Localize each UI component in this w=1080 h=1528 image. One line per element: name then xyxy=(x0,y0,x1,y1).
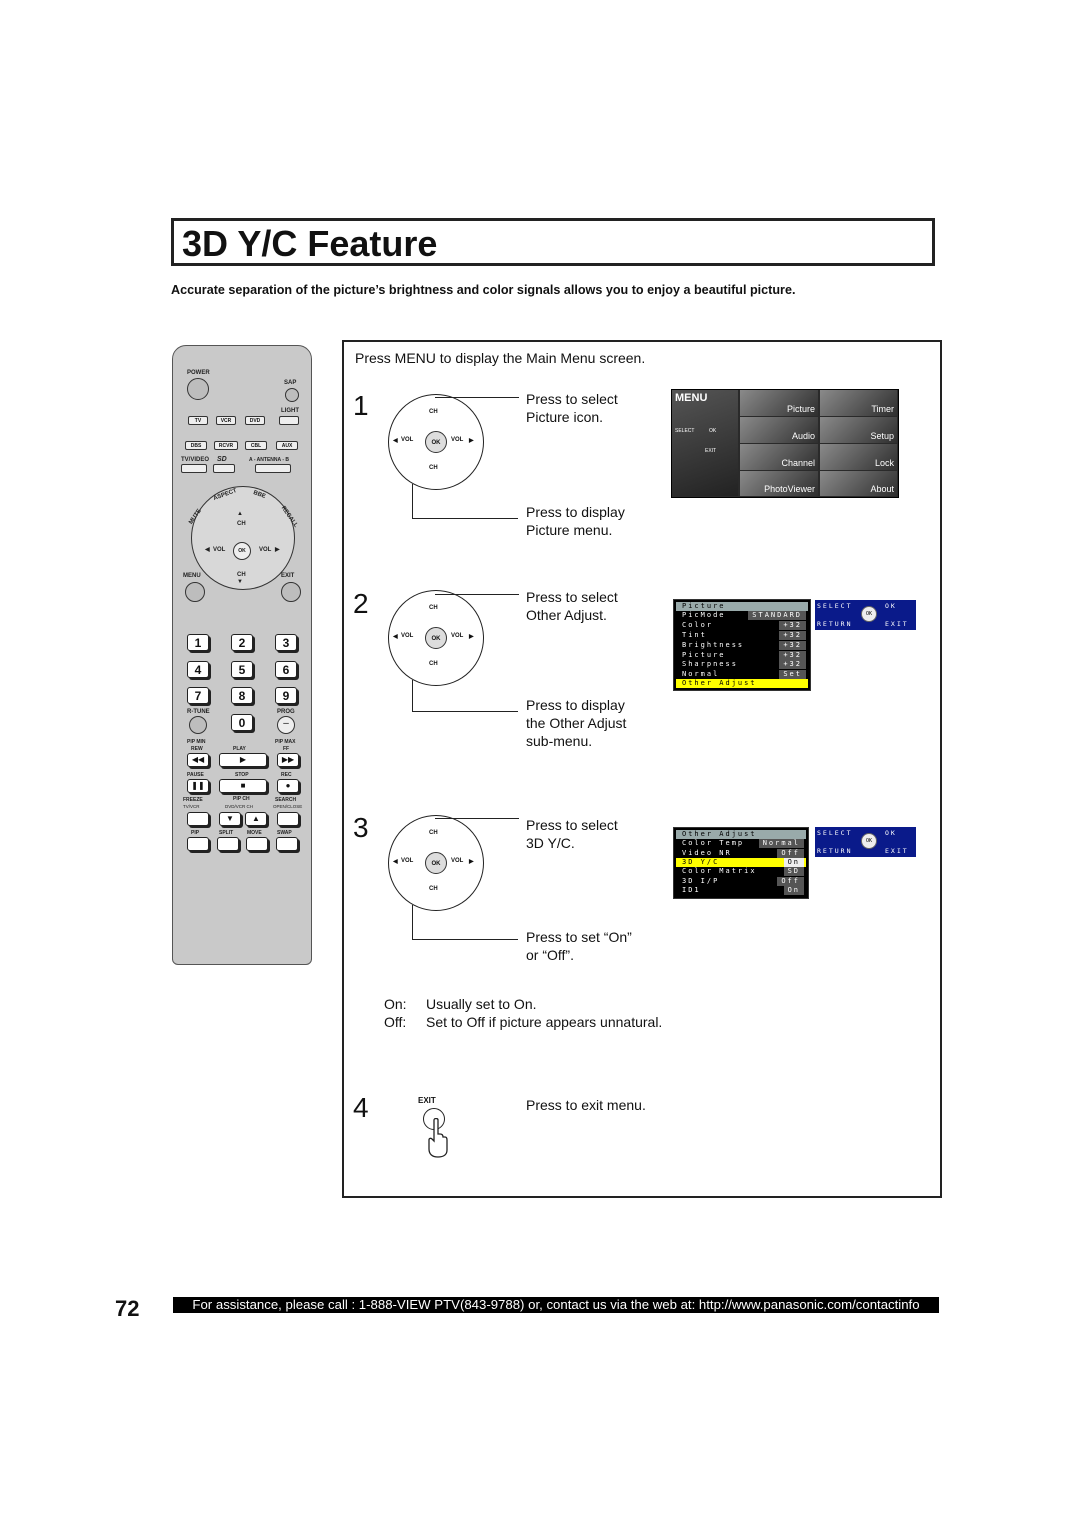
dvd-button[interactable]: DVD xyxy=(245,416,265,425)
osd-row-value: Set xyxy=(779,670,806,679)
vol-right-label: VOL xyxy=(259,547,272,553)
digit-4-button[interactable]: 4 xyxy=(187,661,209,678)
remote-control xyxy=(172,345,312,965)
vol-left-icon: ◀ xyxy=(393,859,398,865)
picture-menu-header: Picture xyxy=(676,602,808,611)
split-label: SPLIT xyxy=(219,830,234,836)
freeze-button[interactable] xyxy=(187,812,209,826)
menu-header-tile xyxy=(672,390,738,496)
rec-button[interactable]: ● xyxy=(277,779,299,793)
ch-label: CH xyxy=(429,886,438,892)
tv-button[interactable]: TV xyxy=(188,416,208,425)
step-2-confirm-3: sub-menu. xyxy=(526,733,593,749)
digit-6-button[interactable]: 6 xyxy=(275,661,297,678)
step-1-dial xyxy=(388,394,484,490)
rew-button[interactable]: ◀◀ xyxy=(187,753,209,767)
tvvideo-button[interactable] xyxy=(181,464,207,473)
digit-5-button[interactable]: 5 xyxy=(231,661,253,678)
osd-row-label: Sharpness xyxy=(682,660,738,668)
lock-tile[interactable]: Lock xyxy=(820,444,897,470)
pipmin-label: PIP MIN xyxy=(187,739,206,745)
option-on-key: On: xyxy=(384,996,407,1012)
split-button[interactable] xyxy=(217,837,239,851)
pip-button[interactable] xyxy=(187,837,209,851)
ff-button[interactable]: ▶▶ xyxy=(277,753,299,767)
osd-row[interactable] xyxy=(676,611,808,620)
power-label: POWER xyxy=(187,370,210,376)
osd-row-label: Picture xyxy=(682,651,726,659)
osd-row-selected[interactable] xyxy=(676,679,808,688)
vol-left-icon: ◀ xyxy=(393,438,398,444)
osd-row-value: +32 xyxy=(779,651,806,660)
page-title: 3D Y/C Feature xyxy=(182,223,438,264)
step-2-leader-v xyxy=(412,680,413,711)
vol-right-icon: ▶ xyxy=(469,438,474,444)
sd-logo: SD xyxy=(217,456,227,463)
play-label: PLAY xyxy=(233,746,246,752)
ch-up-icon[interactable]: ▲ xyxy=(237,511,243,517)
osd-row-value: On xyxy=(784,858,804,867)
hint-return: RETURN xyxy=(817,620,853,628)
osd-row[interactable] xyxy=(676,670,808,679)
ch-down-icon[interactable]: ▼ xyxy=(237,579,243,585)
rtune-button[interactable] xyxy=(189,716,207,734)
osd-row-value: SD xyxy=(784,867,804,876)
main-instruction: Press MENU to display the Main Menu screen. xyxy=(355,350,646,366)
step-2-leader xyxy=(435,594,519,595)
osd-row-label: PicMode xyxy=(682,611,726,619)
menu-label: MENU xyxy=(183,573,201,579)
move-label: MOVE xyxy=(247,830,262,836)
sap-label: SAP xyxy=(284,380,297,386)
step-3-select-2: 3D Y/C. xyxy=(526,835,575,851)
step-1-select-1: Press to select xyxy=(526,391,618,407)
osd-row[interactable] xyxy=(676,621,808,630)
main-menu-screen xyxy=(671,389,899,498)
timer-tile[interactable]: Timer xyxy=(820,390,897,416)
osd-row-value: Off xyxy=(777,849,804,858)
menu-button[interactable] xyxy=(185,582,205,602)
recall-label[interactable]: RECALL xyxy=(279,505,299,529)
rtune-label: R-TUNE xyxy=(187,709,210,715)
osd-row-value: Off xyxy=(777,877,804,886)
pause-button[interactable]: ❚❚ xyxy=(187,779,209,793)
hint-select: SELECT xyxy=(817,829,853,837)
pip-label: PIP xyxy=(191,830,200,836)
tvvideo-label: TV/VIDEO xyxy=(181,457,210,463)
hint-return: RETURN xyxy=(817,847,853,855)
power-button[interactable] xyxy=(187,378,209,400)
antenna-button[interactable] xyxy=(255,464,291,473)
step-1-confirm-2: Picture menu. xyxy=(526,522,613,538)
osd-row[interactable] xyxy=(676,631,808,640)
sap-button[interactable] xyxy=(285,388,299,402)
osd-row-value: +32 xyxy=(779,641,806,650)
ok-icon: OK xyxy=(861,833,877,849)
hint-exit: EXIT xyxy=(885,620,909,628)
menu-header: MENU xyxy=(675,392,708,404)
digit-3-button[interactable]: 3 xyxy=(275,634,297,651)
osd-row-label: ID1 xyxy=(682,886,701,894)
setup-tile[interactable]: Setup xyxy=(820,417,897,443)
option-off-desc: Set to Off if picture appears unnatural. xyxy=(426,1014,663,1030)
osd-row-label: Brightness xyxy=(682,641,745,649)
freeze-label: FREEZE xyxy=(183,797,203,803)
vol-label: VOL xyxy=(401,633,414,639)
osd-row[interactable] xyxy=(676,849,806,858)
search-label: SEARCH xyxy=(275,797,297,803)
digit-9-button[interactable]: 9 xyxy=(275,687,297,704)
osd-row[interactable] xyxy=(676,660,808,669)
vcr-button[interactable]: VCR xyxy=(216,416,236,425)
aux-button[interactable]: AUX xyxy=(276,441,298,450)
vol-right-icon: ▶ xyxy=(469,634,474,640)
osd-row-label: Color xyxy=(682,621,714,629)
option-on-desc: Usually set to On. xyxy=(426,996,537,1012)
step-3-leader-h xyxy=(412,939,518,940)
ok-icon: OK xyxy=(861,606,877,622)
picture-menu-osd xyxy=(673,599,811,691)
osd-row[interactable] xyxy=(676,839,806,848)
step-3-dial xyxy=(388,815,484,911)
swap-label: SWAP xyxy=(277,830,292,836)
hint-ok: OK xyxy=(885,829,897,837)
step-2-select-2: Other Adjust. xyxy=(526,607,607,623)
osd-row[interactable] xyxy=(676,867,806,876)
osd-row-label: Other Adjust xyxy=(682,679,757,687)
ff-label: FF xyxy=(283,746,290,752)
step-2-number: 2 xyxy=(353,588,369,619)
option-off-key: Off: xyxy=(384,1014,407,1030)
mute-label[interactable]: MUTE xyxy=(188,508,203,526)
step-3-select-1: Press to select xyxy=(526,817,618,833)
ch-label: CH xyxy=(429,409,438,415)
bbe-label[interactable]: BBE xyxy=(252,490,267,500)
pipch-up-button[interactable]: ▲ xyxy=(245,812,267,826)
osd-row-value: +32 xyxy=(779,631,806,640)
digit-8-button[interactable]: 8 xyxy=(231,687,253,704)
digit-2-button[interactable]: 2 xyxy=(231,634,253,651)
stop-button[interactable]: ■ xyxy=(219,779,267,793)
osd-row-value: Normal xyxy=(759,839,804,848)
digit-0-button[interactable]: 0 xyxy=(231,714,253,731)
exit-label: EXIT xyxy=(281,573,295,579)
hint-exit: EXIT xyxy=(885,847,909,855)
step-1-leader-h xyxy=(412,518,518,519)
move-button[interactable] xyxy=(246,837,268,851)
hint-box-2 xyxy=(815,827,916,857)
osd-row-label: Video NR xyxy=(682,849,732,857)
hint-select: SELECT xyxy=(817,602,853,610)
ok-button[interactable]: OK xyxy=(233,542,251,560)
stop-label: STOP xyxy=(235,772,249,778)
step-3-leader-v xyxy=(412,905,413,939)
pipch-label: PIP CH xyxy=(233,796,250,802)
pipch-down-button[interactable]: ▼ xyxy=(219,812,241,826)
picture-tile[interactable]: Picture xyxy=(740,390,818,416)
step-1-leader xyxy=(435,397,519,398)
ch-label: CH xyxy=(429,661,438,667)
osd-row-label: 3D Y/C xyxy=(682,858,720,866)
digit-1-button[interactable]: 1 xyxy=(187,634,209,651)
osd-row-label: 3D I/P xyxy=(682,877,720,885)
vol-label: VOL xyxy=(401,437,414,443)
tvvcr-label: TV/VCR xyxy=(183,804,200,809)
page-number: 72 xyxy=(115,1296,140,1321)
vol-down-icon[interactable]: ◀ xyxy=(205,547,210,553)
vol-left-icon: ◀ xyxy=(393,634,398,640)
step-1-leader-v xyxy=(412,484,413,518)
step-4-text: Press to exit menu. xyxy=(526,1097,646,1113)
play-button[interactable]: ▶ xyxy=(219,753,267,767)
dbs-button[interactable]: DBS xyxy=(185,441,207,450)
prog-button[interactable]: – xyxy=(277,716,295,734)
vol-label: VOL xyxy=(451,437,464,443)
osd-row-value: +32 xyxy=(779,660,806,669)
vol-label: VOL xyxy=(401,858,414,864)
menu-select-label: SELECT xyxy=(675,428,695,434)
step-2-confirm-2: the Other Adjust xyxy=(526,715,627,731)
exit-label: EXIT xyxy=(418,1096,436,1105)
rec-label: REC xyxy=(281,772,292,778)
step-1-number: 1 xyxy=(353,390,369,421)
other-adjust-osd xyxy=(673,827,809,899)
step-3-number: 3 xyxy=(353,812,369,843)
channel-tile[interactable]: Channel xyxy=(740,444,818,470)
ch-label: CH xyxy=(429,465,438,471)
step-2-leader-h xyxy=(412,711,518,712)
step-3-leader xyxy=(435,818,519,819)
photoviewer-tile[interactable]: PhotoViewer xyxy=(740,471,818,496)
ok-button[interactable]: OK xyxy=(425,852,447,874)
prog-label: PROG xyxy=(277,709,295,715)
step-3-confirm-2: or “Off”. xyxy=(526,947,574,963)
osd-row[interactable] xyxy=(676,877,806,886)
dvdvcrch-label: DVD/VCR CH xyxy=(225,804,254,809)
step-3-confirm-1: Press to set “On” xyxy=(526,929,632,945)
pipmax-label: PIP MAX xyxy=(275,739,296,745)
osd-row[interactable] xyxy=(676,651,808,660)
vol-right-icon: ▶ xyxy=(469,859,474,865)
ch-label-2: CH xyxy=(237,572,246,578)
swap-button[interactable] xyxy=(276,837,298,851)
step-2-confirm-1: Press to display xyxy=(526,697,625,713)
aspect-label[interactable]: ASPECT xyxy=(212,488,238,502)
digit-7-button[interactable]: 7 xyxy=(187,687,209,704)
osd-row-value: On xyxy=(784,886,804,895)
pointing-hand-icon xyxy=(426,1118,448,1158)
osd-row-value: STANDARD xyxy=(748,611,806,620)
osd-row[interactable] xyxy=(676,886,806,895)
light-label: LIGHT xyxy=(281,408,299,414)
hint-ok: OK xyxy=(885,602,897,610)
osd-row-selected[interactable] xyxy=(676,858,806,867)
rew-label: REW xyxy=(191,746,203,752)
audio-tile[interactable]: Audio xyxy=(740,417,818,443)
step-4-number: 4 xyxy=(353,1092,369,1123)
osd-row-label: Color Matrix xyxy=(682,867,757,875)
step-2-select-1: Press to select xyxy=(526,589,618,605)
ok-button[interactable]: OK xyxy=(425,431,447,453)
about-tile[interactable]: About xyxy=(820,471,897,496)
rcvr-button[interactable]: RCVR xyxy=(214,441,238,450)
vol-up-icon[interactable]: ▶ xyxy=(275,547,280,553)
antenna-label: A - ANTENNA - B xyxy=(249,457,289,463)
menu-exit-label: EXIT xyxy=(705,448,717,454)
step-1-confirm-1: Press to display xyxy=(526,504,625,520)
sd-button[interactable] xyxy=(213,464,235,473)
openclose-label: OPEN/CLOSE xyxy=(273,804,303,809)
exit-button[interactable] xyxy=(281,582,301,602)
vol-left-label: VOL xyxy=(213,547,226,553)
vol-label: VOL xyxy=(451,858,464,864)
vol-label: VOL xyxy=(451,633,464,639)
ch-label: CH xyxy=(429,605,438,611)
step-1-select-2: Picture icon. xyxy=(526,409,604,425)
ch-label: CH xyxy=(237,521,246,527)
other-menu-header: Other Adjust xyxy=(676,830,806,839)
osd-row-label: Normal xyxy=(682,670,720,678)
pause-label: PAUSE xyxy=(187,772,204,778)
osd-row-value: +32 xyxy=(779,621,806,630)
intro-text: Accurate separation of the picture’s brightness and color signals allows you to enjoy a beautiful picture. xyxy=(171,283,796,297)
ch-label: CH xyxy=(429,830,438,836)
step-2-dial xyxy=(388,590,484,686)
search-button[interactable] xyxy=(277,812,299,826)
cbl-button[interactable]: CBL xyxy=(245,441,267,450)
osd-row-label: Color Temp xyxy=(682,839,745,847)
footer-bar: For assistance, please call : 1-888-VIEW PTV(843-9788) or, contact us via the web at: http://www.panasonic.com/contactinfo xyxy=(173,1297,939,1313)
light-button[interactable] xyxy=(279,416,299,425)
osd-row-label: Tint xyxy=(682,631,707,639)
ok-button[interactable]: OK xyxy=(425,627,447,649)
hint-box-1 xyxy=(815,600,916,630)
osd-row[interactable] xyxy=(676,641,808,650)
menu-ok-label: OK xyxy=(708,428,717,434)
